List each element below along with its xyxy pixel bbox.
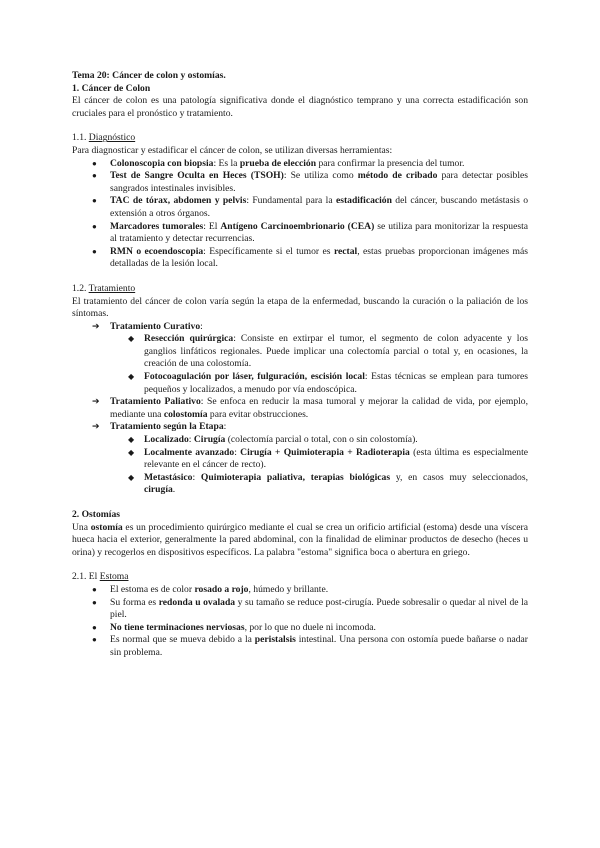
arrow-right-icon: ➔: [92, 397, 100, 408]
list-item: ◆ Fotocoagulación por láser, fulguración, escisión local: Estas técnicas se emplean para tumores pequeños y localizados, a menudo por vía endoscópica.: [128, 371, 528, 395]
diagnostico-intro: Para diagnosticar y estadificar el cáncer de colon, se utilizan diversas herramientas:: [72, 144, 393, 156]
arrow-right-icon: ➔: [92, 422, 100, 433]
bullet-icon: ●: [92, 246, 97, 256]
bullet-icon: ●: [92, 584, 97, 594]
diamond-bullet-icon: ◆: [128, 447, 135, 457]
list-item: ● El estoma es de color rosado a rojo, húmedo y brillante.: [92, 583, 329, 595]
ostomias-paragraph: Una ostomía es un procedimiento quirúrgico mediante el cual se crea un orificio artificial (estoma) desde una víscera hueca hacia el exterior, generalmente la pared abdominal, con la finalidad de eliminar productos de desecho (heces u orina) y recogerlos en dispositivos específicos. La palabra "estoma" significa boca o abertura en griego.: [72, 521, 528, 558]
list-item: ◆ Localizado: Cirugía (colectomía parcial o total, con o sin colostomía).: [128, 434, 418, 446]
list-item: ● No tiene terminaciones nerviosas, por lo que no duele ni incomoda.: [92, 621, 376, 633]
list-item: ● Marcadores tumorales: El Antígeno Carcinoembrionario (CEA) se utiliza para monitorizar la respuesta al tratamiento y detectar recurrencias.: [92, 220, 528, 245]
document-title: Tema 20: Cáncer de colon y ostomías.: [72, 70, 226, 81]
bullet-icon: ●: [92, 171, 97, 181]
diamond-bullet-icon: ◆: [128, 334, 135, 344]
bullet-icon: ●: [92, 221, 97, 231]
diagnostico-list: [72, 158, 528, 271]
bullet-icon: ●: [92, 622, 97, 632]
section-heading-cancer-colon: 1. Cáncer de Colon: [72, 82, 151, 94]
list-item: ➔ Tratamiento Paliativo: Se enfoca en reducir la masa tumoral y mejorar la calidad de vida, por ejemplo, mediante una colostomía para evitar obstrucciones.: [92, 396, 528, 420]
document-page: [72, 70, 528, 660]
list-item: ● Es normal que se mueva debido a la peristalsis intestinal. Una persona con ostomía puede bañarse o nadar sin problema.: [92, 634, 528, 658]
list-item: ● RMN o ecoendoscopia: Específicamente si el tumor es rectal, estas pruebas proporcionan imágenes más detalladas de la lesión local.: [92, 245, 528, 270]
list-item: ◆ Localmente avanzado: Cirugía + Quimioterapia + Radioterapia (esta última es especialmente relevante en el cáncer de recto).: [128, 446, 528, 471]
list-item: ◆ Resección quirúrgica: Consiste en extirpar el tumor, el segmento de colon adyacente y los ganglios linfáticos regionales. Puede implicar una colectomía parcial o total y, en ocasiones, la creación de una colostomía.: [128, 333, 528, 370]
section-heading-ostomias: 2. Ostomías: [72, 509, 120, 520]
curativo-sublist: [110, 333, 528, 396]
bullet-icon: ●: [92, 597, 97, 607]
diamond-bullet-icon: ◆: [128, 372, 135, 382]
arrow-right-icon: ➔: [92, 321, 100, 332]
subsection-heading-tratamiento: 1.2. Tratamiento: [72, 282, 136, 294]
tratamiento-intro: El tratamiento del cáncer de colon varía según la etapa de la enfermedad, buscando la curación o la paliación de los síntomas.: [72, 295, 528, 320]
section-intro-cancer-colon: El cáncer de colon es una patología significativa donde el diagnóstico temprano y una correcta estadificación son cruciales para el pronóstico y tratamiento.: [72, 95, 528, 119]
subsection-heading-diagnostico: 1.1. Diagnóstico: [72, 132, 136, 144]
list-item: ◆ Metastásico: Quimioterapia paliativa, terapias biológicas y, en casos muy seleccionados, cirugía.: [128, 471, 528, 496]
list-item: ● Su forma es redonda u ovalada y su tamaño se reduce post-cirugía. Puede sobresalir o quedar al nivel de la piel.: [92, 596, 529, 621]
list-item: ● TAC de tórax, abdomen y pelvis: Fundamental para la estadificación del cáncer, buscando metástasis o extensión a otros órganos.: [92, 195, 528, 219]
diamond-bullet-icon: ◆: [128, 472, 135, 482]
subsection-heading-estoma: 2.1. El Estoma: [72, 571, 129, 583]
estoma-list: [72, 584, 528, 660]
list-item: ● Test de Sangre Oculta en Heces (TSOH): Se utiliza como método de cribado para detectar posibles sangrados intestinales invisibles.: [92, 170, 528, 194]
bullet-icon: ●: [92, 635, 97, 645]
list-item: ● Colonoscopia con biopsia: Es la prueba de elección para confirmar la presencia del tumor.: [92, 157, 465, 169]
list-item: ➔ Tratamiento Curativo: ◆ Resección quirúrgica: Consiste en extirpar el tumor, el segmento de colon adyacente y los ganglios linfáticos regionales. Puede implicar una colectomía parcial o total y, en ocasiones, la creación de una colostomía. ◆ Fotocoagulación por láser, fulguración, escisión local: Estas técnicas se emplean para tumores pequeños y localizados, a menudo por vía endoscópica.: [72, 321, 528, 397]
bullet-icon: ●: [92, 196, 97, 206]
bullet-icon: ●: [92, 158, 97, 168]
etapa-sublist: [110, 434, 528, 497]
diamond-bullet-icon: ◆: [128, 435, 135, 445]
list-item: ➔ Tratamiento según la Etapa: ◆ Localizado: Cirugía (colectomía parcial o total, con o sin colostomía). ◆ Localmente avanzado: Cirugía + Quimioterapia + Radioterapia (esta última es especialmente relevante en el cáncer de recto). ◆ Metastásico: Quimioterapia paliativa, terapias biológicas y, en casos muy seleccionados, cirugía.: [72, 421, 528, 497]
tratamiento-list: [72, 321, 528, 497]
